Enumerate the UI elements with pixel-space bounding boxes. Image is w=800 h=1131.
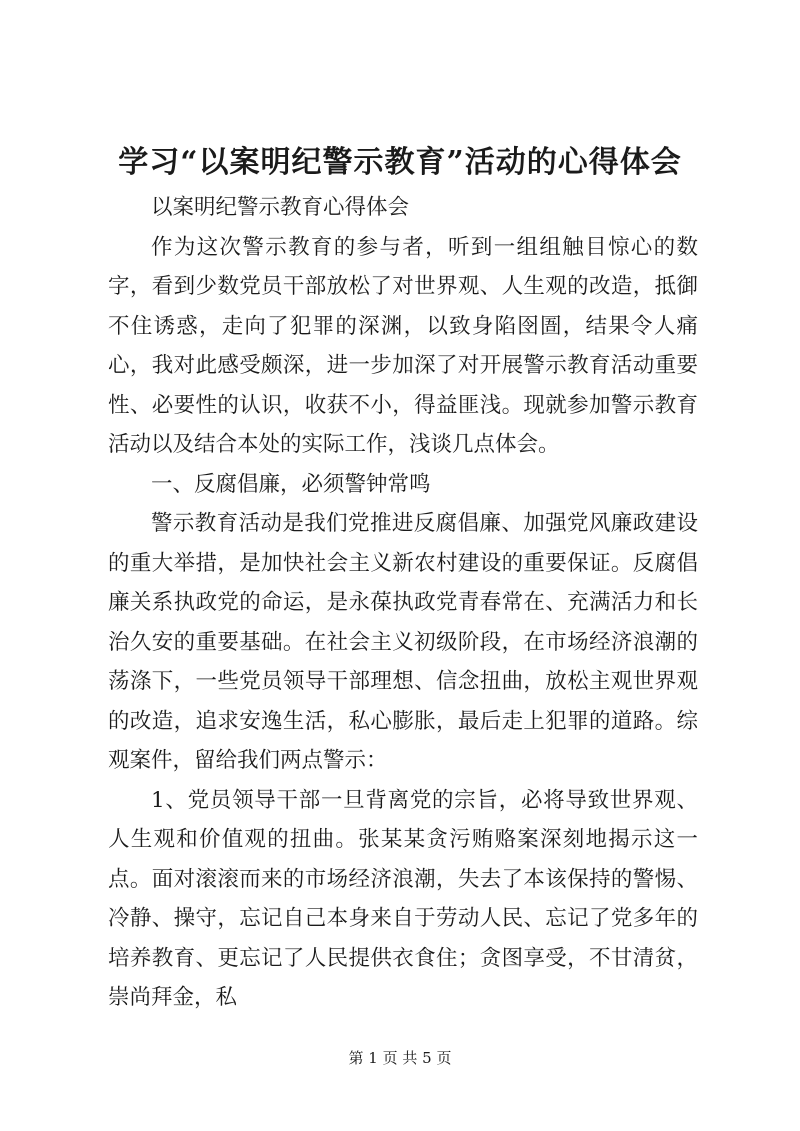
body-paragraph: 警示教育活动是我们党推进反腐倡廉、加强党风廉政建设的重大举措，是加快社会主义新农村建设的重要保证。反腐倡廉关系执政党的命运，是永葆执政党青春常在、充满活力和长治久安的重要基础。在社会主义初级阶段，在市场经济浪潮的荡涤下，一些党员领导干部理想、信念扭曲，放松主观世界观的改造，追求安逸生活，私心膨胀，最后走上犯罪的道路。综观案件，留给我们两点警示： <box>108 511 698 773</box>
document-body <box>108 188 698 1018</box>
section-heading: 一、反腐倡廉，必须警钟常鸣 <box>151 471 431 497</box>
intro-paragraph: 作为这次警示教育的参与者，听到一组组触目惊心的数字，看到少数党员干部放松了对世界观、人生观的改造，抵御不住诱惑，走向了犯罪的深渊，以致身陷囹圄，结果令人痛心，我对此感受颇深，进一步加深了对开展警示教育活动重要性、必要性的认识，收获不小，得益匪浅。现就参加警示教育活动以及结合本处的实际工作，浅谈几点体会。 <box>108 234 698 457</box>
page-number: 第 1 页 共 5 页 <box>348 1049 452 1067</box>
subtitle-paragraph: 以案明纪警示教育心得体会 <box>151 195 410 220</box>
body-paragraph: 1、党员领导干部一旦背离党的宗旨，必将导致世界观、人生观和价值观的扭曲。张某某贪污贿赂案深刻地揭示这一点。面对滚滚而来的市场经济浪潮，失去了本该保持的警惕、冷静、操守，忘记自己本身来自于劳动人民、忘记了党多年的培养教育、更忘记了人民提供衣食住；贪图享受，不甘清贫，崇尚拜金，私 <box>108 787 698 1010</box>
document-title: 学习“以案明纪警示教育”活动的心得体会 <box>118 145 682 180</box>
